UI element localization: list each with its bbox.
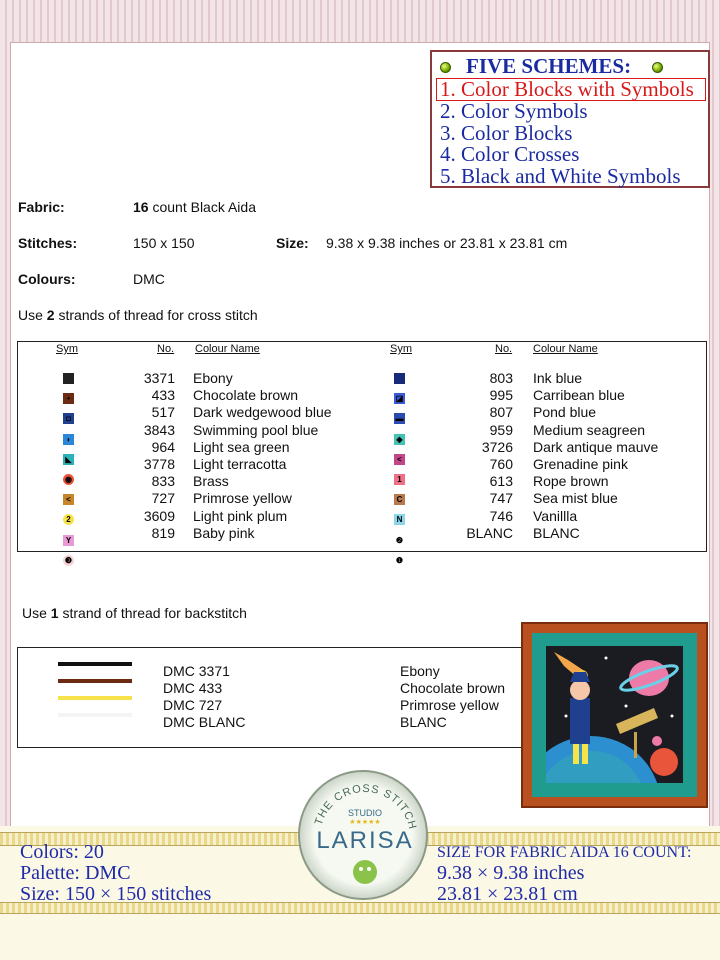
sym-header: Sym (56, 343, 78, 355)
colour-symbol-cell (63, 474, 77, 491)
colour-swatch-icon: ◆ (394, 434, 405, 445)
colour-swatch-icon: ◉ (63, 474, 74, 485)
colour-number: 3843 (143, 421, 175, 438)
backstitch-line (58, 662, 132, 666)
colour-symbol-cell (63, 535, 77, 552)
colours-label: Colours: (18, 271, 76, 287)
colour-name: Swimming pool blue (193, 421, 319, 438)
colour-number: 433 (151, 387, 175, 404)
backstitch-code: DMC 3371 (163, 663, 230, 679)
right-name-column (533, 370, 703, 542)
colour-name: Ink blue (533, 370, 583, 386)
colour-swatch-icon: ❸ (64, 555, 73, 565)
colour-symbol-cell (394, 555, 408, 572)
colour-key-table (17, 341, 707, 565)
colour-number: BLANC (466, 524, 513, 541)
colour-symbol-cell (394, 474, 408, 491)
colour-symbol-cell (63, 555, 77, 572)
colour-number: 803 (489, 370, 513, 386)
no-header: No. (157, 343, 175, 355)
colour-symbol-cell (394, 494, 408, 511)
sym-header: Sym (390, 343, 412, 355)
backstitch-code: DMC 433 (163, 680, 223, 696)
scheme-item[interactable]: 2. Color Symbols (440, 99, 588, 123)
strand-count: 2 (46, 307, 55, 323)
colour-symbol-cell (394, 373, 408, 390)
colour-swatch-icon: ▬ (395, 414, 404, 424)
logo-mascot-icon (353, 860, 377, 884)
colour-swatch-icon (394, 373, 405, 384)
backstitch-code: DMC BLANC (163, 714, 246, 730)
colour-swatch-icon: ❷ (395, 535, 404, 545)
stitches-value: 150 x 150 (133, 235, 195, 251)
scheme-item[interactable]: 5. Black and White Symbols (440, 163, 681, 188)
colour-swatch-icon: • (63, 393, 74, 404)
colour-name: Grenadine pink (533, 455, 628, 472)
colour-symbol-cell (394, 535, 408, 552)
colours-value: DMC (133, 271, 165, 287)
size-cm: 23.81 × 23.81 cm (437, 883, 578, 905)
colour-name: Light sea green (193, 438, 290, 455)
strand-count: 1 (50, 605, 59, 621)
colour-name: Primrose yellow (193, 490, 292, 507)
colour-swatch-icon: ◣ (63, 454, 74, 465)
colour-name: Ebony (193, 370, 233, 386)
colour-name: Chocolate brown (193, 387, 299, 404)
size-value: 9.38 x 9.38 inches or 23.81 x 23.81 cm (326, 235, 568, 251)
colour-number: 959 (489, 421, 513, 438)
note-word: Use (22, 605, 47, 621)
studio-logo (298, 770, 428, 900)
colour-number: 746 (489, 507, 513, 524)
green-bullet-icon (652, 62, 663, 73)
colour-swatch-icon: 1 (394, 474, 405, 485)
colour-swatch-icon: 2 (63, 514, 74, 525)
colour-number: 613 (489, 473, 513, 490)
backstitch-line (58, 679, 132, 683)
colour-symbol-cell (394, 454, 408, 471)
colour-number: 995 (489, 387, 513, 404)
backstitch-codes (163, 663, 245, 731)
logo-arc-text: THE CROSS STITCH (312, 782, 419, 831)
backstitch-table (17, 647, 527, 748)
left-number-column (123, 370, 175, 542)
backstitch-names (400, 663, 505, 731)
backstitch-code: DMC 727 (163, 697, 223, 713)
colour-symbol-cell (63, 393, 77, 410)
green-bullet-icon (440, 62, 451, 73)
fabric-value (133, 199, 256, 215)
left-symbol-column (63, 370, 77, 572)
backstitch-line (58, 713, 132, 717)
colour-name: Light pink plum (193, 507, 288, 524)
colour-swatch-icon: < (394, 454, 405, 465)
colour-symbol-cell (394, 514, 408, 531)
pattern-preview-image (546, 646, 683, 783)
colour-number: 3726 (481, 438, 513, 455)
scheme-item[interactable]: 4. Color Crosses (440, 142, 580, 166)
backstitch-line (58, 696, 132, 700)
colour-name: Rope brown (533, 473, 609, 490)
colour-symbol-cell (63, 514, 77, 531)
colour-name-header: Colour Name (195, 343, 260, 355)
colour-swatch-icon: ◘ (63, 413, 74, 424)
picture-mat (532, 633, 697, 797)
star-rating-icon: ★★★★★ (349, 819, 381, 826)
colour-name: Medium seagreen (533, 421, 646, 438)
colour-number: 727 (151, 490, 175, 507)
stitches-label: Stitches: (18, 235, 78, 251)
palette: Palette: DMC (20, 862, 131, 884)
fabric-label: Fabric: (18, 199, 65, 215)
colour-swatch-icon: N (394, 514, 405, 525)
backstitch-name: Primrose yellow (400, 697, 499, 713)
colour-name: Baby pink (193, 524, 255, 541)
note-text: strands of thread for cross stitch (58, 307, 258, 323)
colour-name: Light terracotta (193, 455, 287, 472)
size-inches: 9.38 × 9.38 inches (437, 862, 585, 884)
colors-count: Colors: 20 (20, 841, 104, 863)
colour-swatch-icon: Y (63, 535, 74, 546)
colour-number: 964 (151, 438, 175, 455)
logo-lettering (300, 772, 430, 902)
colour-symbol-cell (394, 434, 408, 451)
colour-swatch-icon: < (63, 494, 74, 505)
backstitch-note (22, 605, 247, 621)
colour-number: 3371 (143, 370, 175, 386)
colour-symbol-cell (63, 373, 77, 390)
colour-symbol-cell (394, 393, 408, 410)
colour-name-header: Colour Name (533, 343, 598, 355)
scheme-item[interactable]: 1. Color Blocks with Symbols (436, 78, 706, 102)
colour-symbol-cell (63, 434, 77, 451)
fabric-count: 16 (133, 199, 149, 215)
colour-symbol-cell (63, 413, 77, 430)
right-symbol-column (394, 370, 408, 572)
colour-name: Vanillla (533, 507, 578, 524)
colour-symbol-cell (63, 454, 77, 471)
backstitch-name: Chocolate brown (400, 680, 506, 696)
schemes-title-row (440, 56, 708, 78)
colour-name: Sea mist blue (533, 490, 618, 507)
size-stitches: Size: 150 × 150 stitches (20, 883, 212, 905)
fabric-size-heading: SIZE FOR FABRIC AIDA 16 COUNT: (437, 844, 692, 861)
colour-number: 807 (489, 404, 513, 421)
colour-number: 819 (151, 524, 175, 541)
astronomer-boy-illustration (546, 646, 683, 783)
schemes-title: FIVE SCHEMES: (466, 54, 632, 78)
colour-number: 833 (151, 473, 175, 490)
backstitch-name: Ebony (400, 663, 440, 679)
colour-swatch-icon (63, 373, 74, 384)
framed-pattern-preview (521, 622, 708, 808)
colour-number: 3609 (143, 507, 175, 524)
colour-number: 517 (151, 404, 175, 421)
schemes-box (430, 50, 710, 188)
colour-number: 3778 (143, 455, 175, 472)
colour-name: Brass (193, 473, 229, 490)
colour-name: Dark antique mauve (533, 438, 659, 455)
colour-swatch-icon: ❶ (395, 555, 404, 565)
colour-symbol-cell (63, 494, 77, 511)
colour-name: Dark wedgewood blue (193, 404, 332, 421)
logo-studio-text: STUDIO (347, 808, 383, 818)
cross-stitch-note (18, 307, 258, 323)
size-label: Size: (276, 235, 309, 251)
left-name-column (193, 370, 383, 542)
colour-swatch-icon: C (394, 494, 405, 505)
note-text: strand of thread for backstitch (62, 605, 247, 621)
colour-number: 747 (489, 490, 513, 507)
scheme-item[interactable]: 3. Color Blocks (440, 120, 573, 145)
no-header: No. (495, 343, 513, 355)
note-word: Use (18, 307, 43, 323)
colour-swatch-icon: ◗ (63, 434, 74, 445)
logo-name-text: LARISA (316, 827, 414, 854)
colour-name: Carribean blue (533, 387, 625, 404)
colour-name: Pond blue (533, 404, 597, 421)
colour-swatch-icon: ◪ (395, 394, 404, 404)
backstitch-name: BLANC (400, 714, 447, 730)
colour-name: BLANC (533, 524, 580, 541)
fabric-type: count Black Aida (152, 199, 256, 215)
colour-number: 760 (489, 455, 513, 472)
right-number-column (443, 370, 513, 542)
colour-symbol-cell (394, 413, 408, 430)
